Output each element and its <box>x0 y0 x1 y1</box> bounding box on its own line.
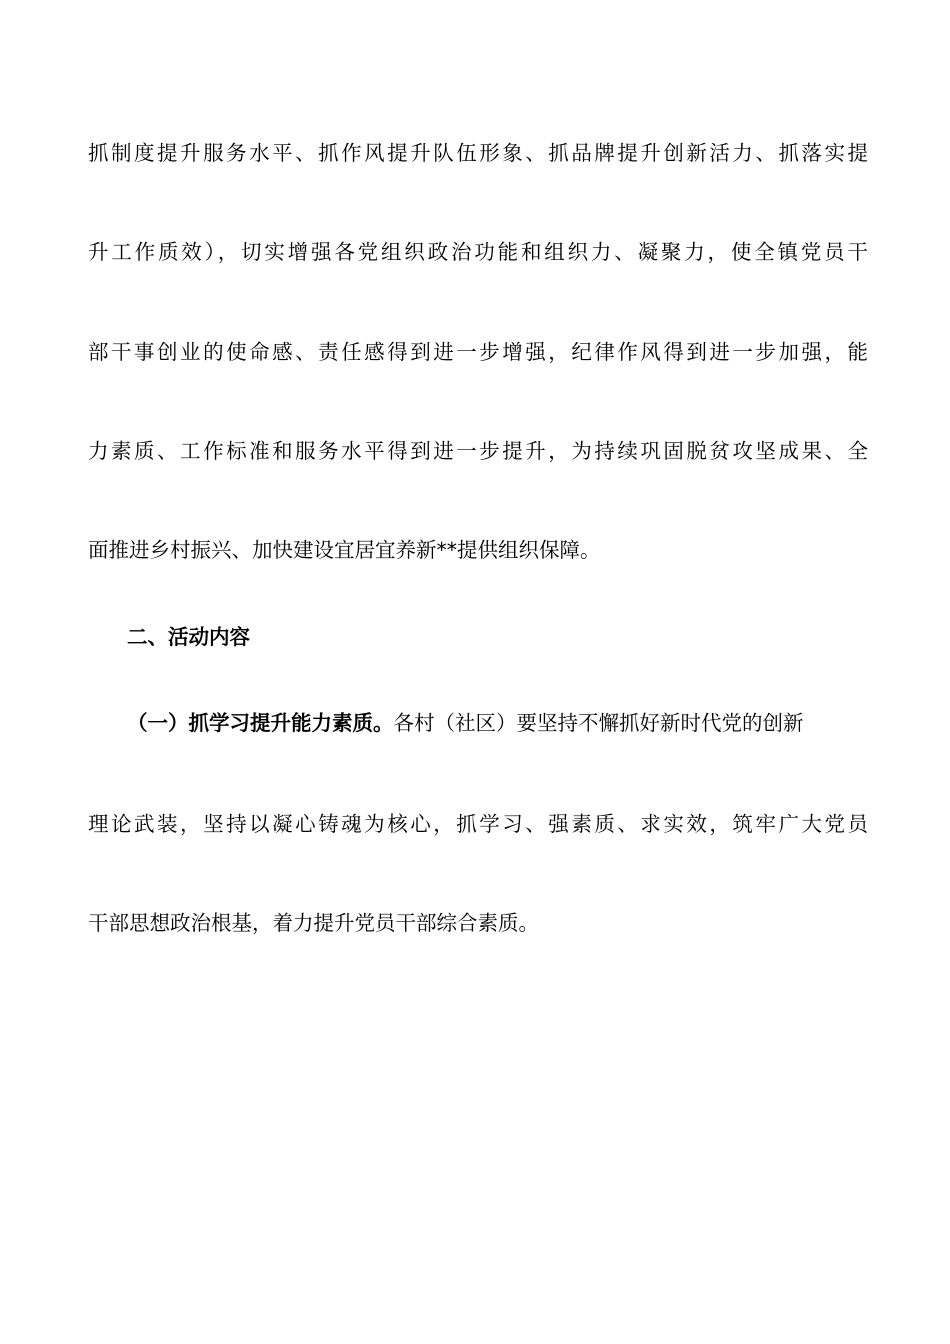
paragraph-line-1: 抓制度提升服务水平、抓作风提升队伍形象、抓品牌提升创新活力、抓落实提 <box>88 141 868 165</box>
paragraph-line-5: 面推进乡村振兴、加快建设宜居宜养新**提供组织保障。 <box>88 538 601 562</box>
item1-line-2: 理论武装，坚持以凝心铸魂为核心，抓学习、强素质、求实效，筑牢广大党员 <box>88 812 868 836</box>
paragraph-line-2: 升工作质效），切实增强各党组织政治功能和组织力、凝聚力，使全镇党员干 <box>88 240 868 264</box>
item1-line-3: 干部思想政治根基，着力提升党员干部综合素质。 <box>88 911 539 935</box>
section-heading: 二、活动内容 <box>127 625 250 649</box>
paragraph-line-4: 力素质、工作标准和服务水平得到进一步提升，为持续巩固脱贫攻坚成果、全 <box>88 439 868 463</box>
item1-first-line <box>127 709 868 737</box>
paragraph-line-3: 部干事创业的使命感、责任感得到进一步增强，纪律作风得到进一步加强，能 <box>88 340 868 364</box>
item1-first-line-text: 各村（社区）要坚持不懈抓好新时代党的创新 <box>393 711 804 735</box>
item1-bold-lead: （一）抓学习提升能力素质。 <box>127 711 394 735</box>
